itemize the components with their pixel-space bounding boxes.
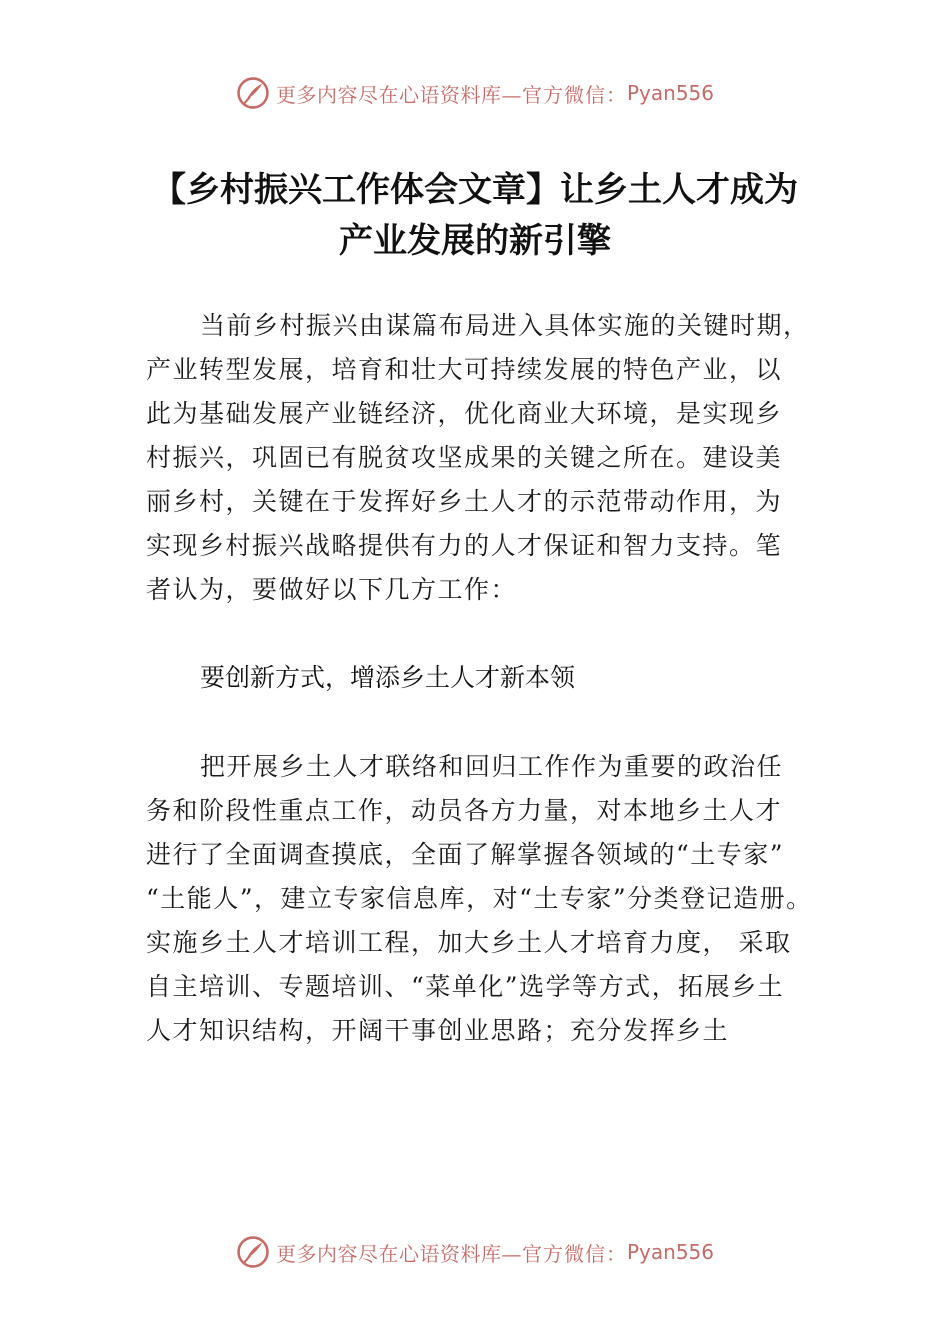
paragraph-line: 进行了全面调查摸底，全面了解掌握各领域的“土专家” <box>146 840 785 869</box>
paragraph-line: 此为基础发展产业链经济，优化商业大环境，是实现乡 <box>146 399 783 428</box>
paragraph-line: “土能人”，建立专家信息库，对“土专家”分类登记造册。 <box>146 884 813 913</box>
paragraph-line: 产业转型发展，培育和壮大可持续发展的特色产业，以 <box>146 355 783 384</box>
watermark-wechat-id: Pyan556 <box>626 1240 714 1264</box>
watermark-text: 更多内容尽在心语资料库— <box>275 1241 522 1266</box>
watermark-wechat-id: Pyan556 <box>626 81 714 105</box>
quill-pen-icon <box>236 1235 270 1269</box>
title-line-2: 产业发展的新引擎 <box>339 221 611 261</box>
quill-pen-icon <box>236 76 270 110</box>
paragraph-line: 实现乡村振兴战略提供有力的人才保证和智力支持。笔 <box>146 531 783 560</box>
paragraph-line: 务和阶段性重点工作，动员各方力量，对本地乡土人才 <box>146 796 783 825</box>
section-heading: 要创新方式，增添乡土人才新本领 <box>200 663 576 692</box>
paragraph-line: 自主培训、专题培训、“菜单化”选学等方式，拓展乡土 <box>146 972 785 1001</box>
paragraph-line: 把开展乡土人才联络和回归工作作为重要的政治任 <box>200 752 784 781</box>
paragraph-line: 村振兴，巩固已有脱贫攻坚成果的关键之所在。建设美 <box>146 443 783 472</box>
watermark-text: 更多内容尽在心语资料库— <box>275 82 522 107</box>
paragraph-line: 丽乡村，关键在于发挥好乡土人才的示范带动作用，为 <box>146 487 783 516</box>
watermark-wechat-label: 官方微信： <box>521 82 627 107</box>
title-line-1: 【乡村振兴工作体会文章】让乡土人才成为 <box>152 170 798 210</box>
paragraph-line: 者认为，要做好以下几方工作： <box>146 575 518 604</box>
paragraph-line: 当前乡村振兴由谋篇布局进入具体实施的关键时期， <box>200 311 810 340</box>
paragraph-line: 实施乡土人才培训工程，加大乡土人才培育力度， 采取 <box>146 928 792 957</box>
paragraph-line: 人才知识结构，开阔干事创业思路；充分发挥乡土 <box>146 1016 730 1045</box>
watermark-banner-bottom <box>0 1232 950 1272</box>
watermark-wechat-label: 官方微信： <box>521 1241 627 1266</box>
watermark-banner-top <box>0 73 950 113</box>
document-title <box>60 165 890 267</box>
